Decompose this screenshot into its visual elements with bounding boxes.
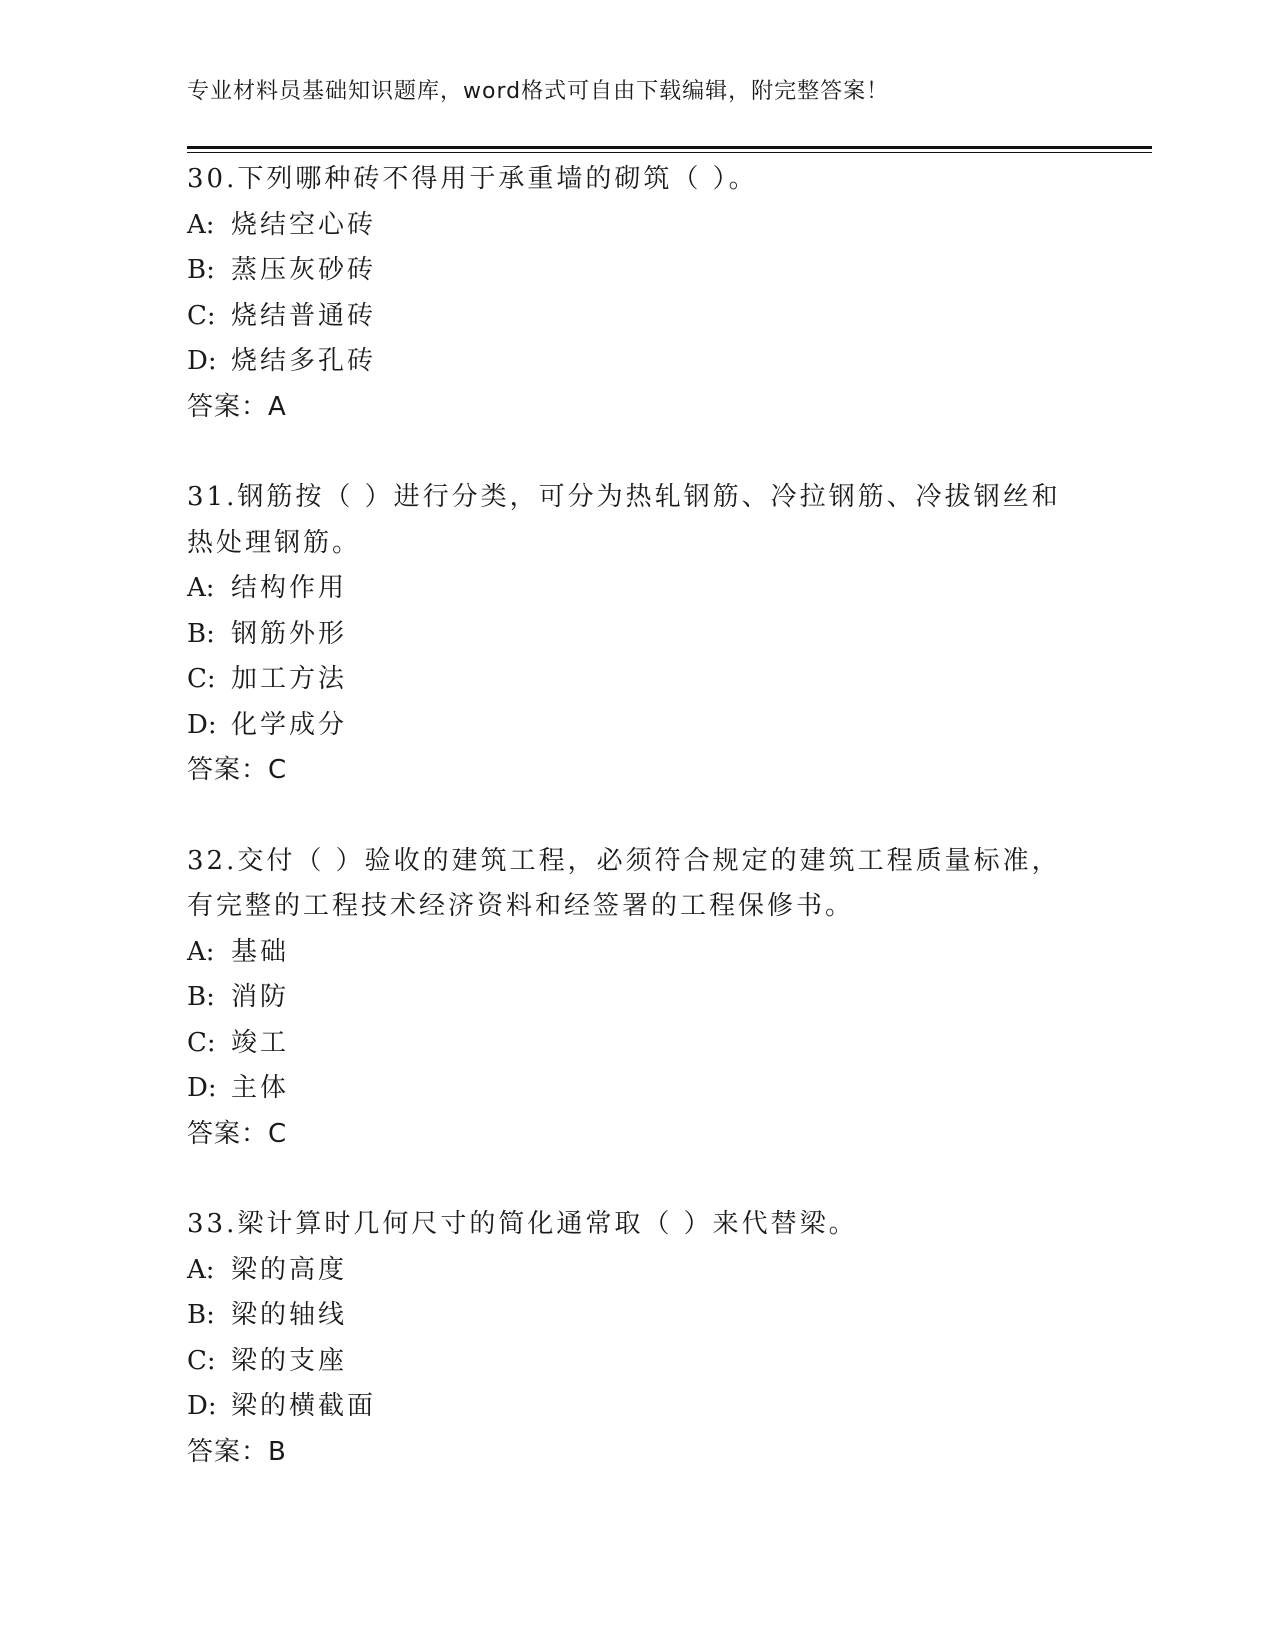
option-d xyxy=(187,1066,1067,1112)
option-label: B: xyxy=(187,982,215,1012)
option-text: 竣工 xyxy=(231,1027,290,1058)
option-label: B: xyxy=(187,1300,215,1330)
option-text: 主体 xyxy=(231,1073,290,1103)
option-text: 烧结普通砖 xyxy=(231,300,377,331)
option-text: 梁的轴线 xyxy=(231,1300,348,1330)
option-text: 烧结多孔砖 xyxy=(231,346,377,376)
question-stem: 32.交付（ ）验收的建筑工程，必须符合规定的建筑工程质量标准，有完整的工程技术经济资料和经签署的工程保修书。 xyxy=(187,845,1061,921)
option-label: A: xyxy=(187,936,215,967)
option-text: 消防 xyxy=(231,982,290,1012)
question-stem: 31.钢筋按（ ）进行分类，可分为热轧钢筋、冷拉钢筋、冷拔钢丝和热处理钢筋。 xyxy=(187,482,1061,558)
option-text: 结构作用 xyxy=(231,573,348,603)
option-text: 基础 xyxy=(231,936,290,967)
option-label: B: xyxy=(187,255,215,285)
option-c xyxy=(187,1339,1067,1385)
question-list xyxy=(187,157,1067,1520)
answer-line: 答案：C xyxy=(187,755,288,785)
option-c xyxy=(187,1021,1067,1067)
option-b xyxy=(187,975,1067,1021)
option-label: C: xyxy=(187,1027,216,1058)
answer-line: 答案：A xyxy=(187,391,287,422)
question-stem: 30.下列哪种砖不得用于承重墙的砌筑（ ）。 xyxy=(187,164,758,194)
question-32 xyxy=(187,839,1067,1158)
option-label: C: xyxy=(187,300,216,331)
option-label: D: xyxy=(187,1391,217,1421)
answer-line: 答案：B xyxy=(187,1436,287,1467)
option-label: D: xyxy=(187,1073,217,1103)
option-label: D: xyxy=(187,709,217,740)
option-a xyxy=(187,1248,1067,1294)
option-label: C: xyxy=(187,664,216,694)
page-header: 专业材料员基础知识题库，word格式可自由下载编辑，附完整答案！ xyxy=(187,79,890,104)
option-text: 梁的横截面 xyxy=(231,1391,377,1421)
option-label: D: xyxy=(187,346,217,376)
option-a xyxy=(187,930,1067,976)
option-c xyxy=(187,657,1067,703)
option-label: A: xyxy=(187,209,215,240)
option-d xyxy=(187,1384,1067,1430)
option-d xyxy=(187,703,1067,749)
option-label: B: xyxy=(187,618,215,649)
option-text: 烧结空心砖 xyxy=(231,209,377,240)
option-b xyxy=(187,248,1067,294)
question-33 xyxy=(187,1202,1067,1475)
option-text: 钢筋外形 xyxy=(231,618,348,649)
header-divider-thin xyxy=(187,152,1152,153)
answer-line: 答案：C xyxy=(187,1118,288,1149)
option-text: 梁的支座 xyxy=(231,1345,348,1376)
option-text: 梁的高度 xyxy=(231,1254,348,1285)
option-a xyxy=(187,566,1067,612)
option-label: C: xyxy=(187,1345,216,1376)
option-a xyxy=(187,203,1067,249)
option-text: 加工方法 xyxy=(231,664,348,694)
question-31 xyxy=(187,475,1067,794)
option-label: A: xyxy=(187,573,215,603)
option-text: 蒸压灰砂砖 xyxy=(231,255,377,285)
option-c xyxy=(187,294,1067,340)
option-b xyxy=(187,1293,1067,1339)
option-d xyxy=(187,339,1067,385)
header-divider-thick xyxy=(187,146,1152,149)
option-b xyxy=(187,612,1067,658)
option-label: A: xyxy=(187,1254,215,1285)
option-text: 化学成分 xyxy=(231,709,348,740)
question-stem: 33.梁计算时几何尺寸的简化通常取（ ）来代替梁。 xyxy=(187,1209,858,1239)
question-30 xyxy=(187,157,1067,430)
